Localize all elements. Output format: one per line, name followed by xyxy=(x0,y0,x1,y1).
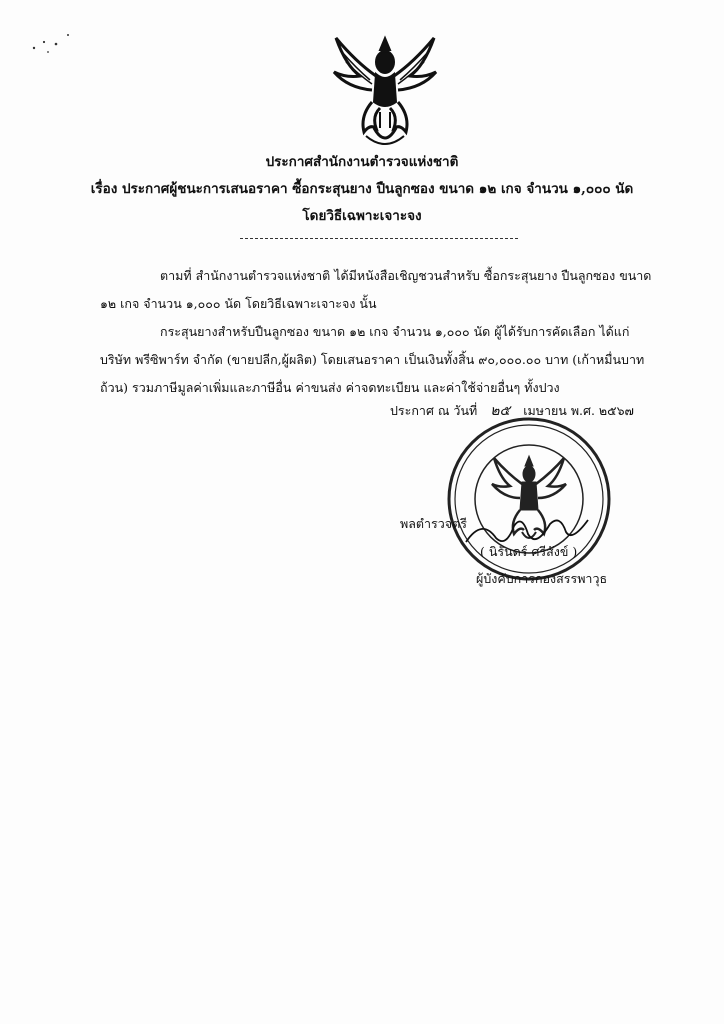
date-month-year: เมษายน พ.ศ. ๒๕๖๗ xyxy=(523,403,634,418)
body-paragraph-1: ตามที่ สำนักงานตำรวจแห่งชาติ ได้มีหนังสือเชิญชวนสำหรับ ซื้อกระสุนยาง ปืนลูกซอง ขนาด ๑๒ เกจ จำนวน ๑,๐๐๐ นัด โดยวิธีเฉพาะเจาะจง นั้น xyxy=(100,268,652,311)
document-subject: เรื่อง ประกาศผู้ชนะการเสนอราคา ซื้อกระสุนยาง ปืนลูกซอง ขนาด ๑๒ เกจ จำนวน ๑,๐๐๐ นัด xyxy=(90,181,634,197)
signer-name: ( นิรันดร์ ศรีสังข์ ) xyxy=(480,544,578,559)
scan-specks xyxy=(28,30,78,60)
date-prefix: ประกาศ ณ วันที่ xyxy=(390,403,478,418)
signer-title: ผู้บังคับการกองสรรพาวุธ xyxy=(476,571,608,586)
garuda-emblem-icon xyxy=(326,32,444,152)
document-subject-method: โดยวิธีเฉพาะเจาะจง xyxy=(302,208,422,224)
divider-line xyxy=(240,238,518,239)
signer-rank: พลตำรวจตรี xyxy=(400,516,467,531)
handwritten-day: ๒๕ xyxy=(490,403,511,419)
body-paragraph-2: กระสุนยางสำหรับปืนลูกซอง ขนาด ๑๒ เกจ จำนวน ๑,๐๐๐ นัด ผู้ได้รับการคัดเลือก ได้แก่ บริษัท พรีซิพาร์ท จำกัด (ขายปลีก,ผู้ผลิต) โดยเสนอราคา เป็นเงินทั้งสิ้น ๙๐,๐๐๐.๐๐ บาท (เก้าหมื่นบาทถ้วน) รวมภาษีมูลค่าเพิ่มและภาษีอื่น ค่าขนส่ง ค่าจดทะเบียน และค่าใช้จ่ายอื่นๆ ทั้งปวง xyxy=(100,324,645,395)
document-heading: ประกาศสำนักงานตำรวจแห่งชาติ xyxy=(265,154,459,170)
